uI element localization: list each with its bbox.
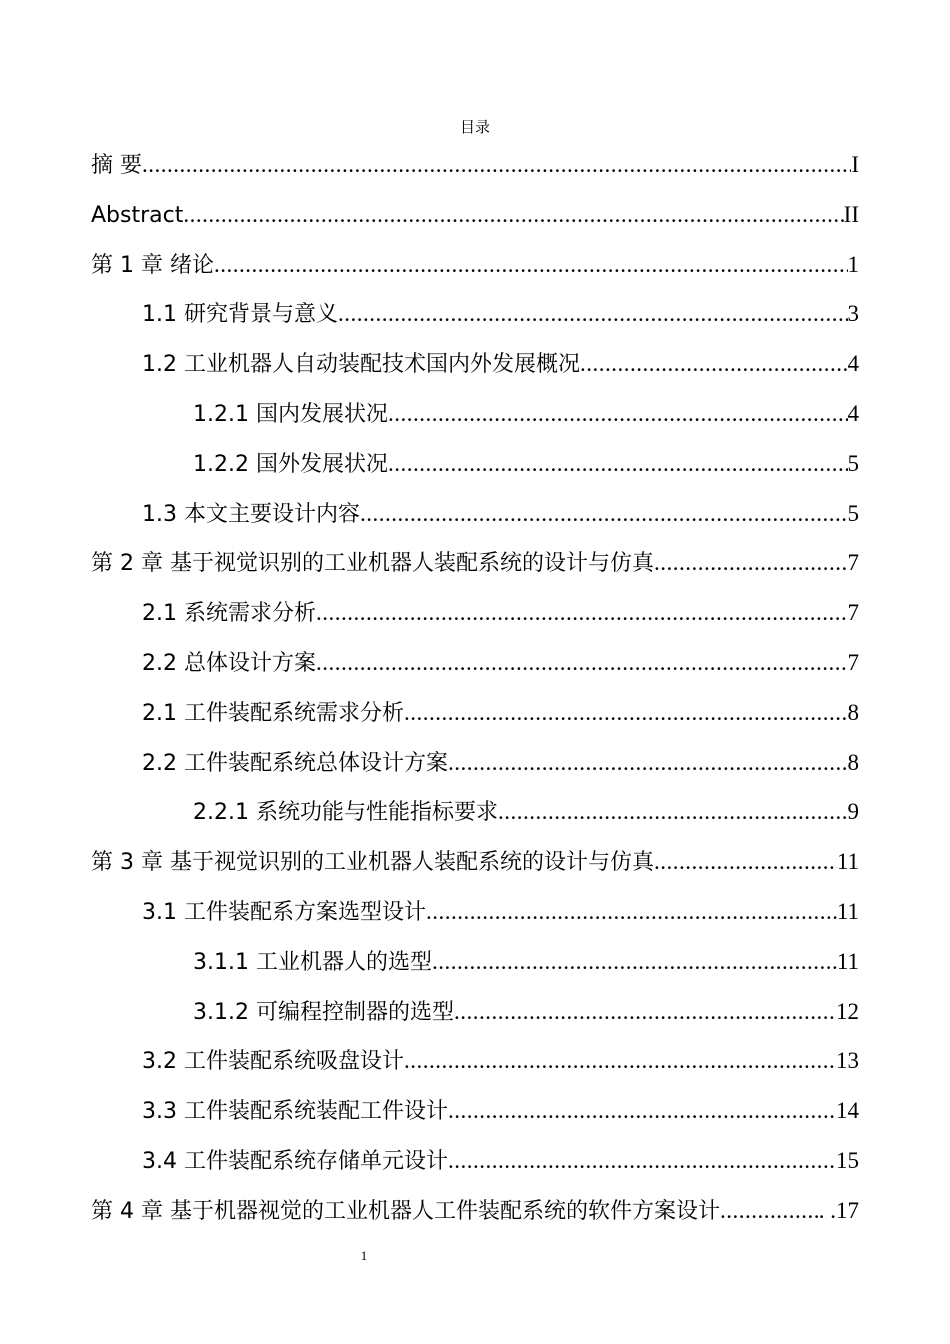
toc-entry — [91, 240, 859, 290]
toc-dot-leader — [654, 837, 837, 887]
toc-entry — [91, 1186, 859, 1236]
toc-dot-leader — [498, 787, 848, 837]
toc-entry — [91, 837, 859, 887]
toc-entry-title: 1.2.1 国内发展状况 — [193, 402, 388, 427]
toc-entry-page: II — [843, 201, 859, 227]
toc-entry-title: 2.2.1 系统功能与性能指标要求 — [193, 800, 498, 826]
toc-entry-page: 14 — [836, 1098, 859, 1124]
toc-entry-title: 1.1 研究背景与意义 — [142, 302, 338, 328]
toc-dot-leader — [360, 489, 848, 539]
toc-entry — [142, 339, 859, 389]
toc-entry-title: 3.1.1 工业机器人的选型 — [193, 949, 432, 975]
toc-entry-title: 第 3 章 基于视觉识别的工业机器人装配系统的设计与仿真 — [91, 850, 654, 876]
toc-entry — [142, 638, 859, 688]
toc-heading: 目录 — [459, 120, 490, 136]
toc-entry — [193, 389, 859, 439]
toc-dot-leader — [454, 987, 836, 1037]
toc-entry-title: 3.1 工件装配系方案选型设计 — [142, 900, 426, 925]
toc-entry — [142, 588, 859, 638]
toc-entry — [193, 787, 859, 837]
toc-entry-title: 第 1 章 绪论 — [91, 252, 214, 278]
toc-entry-title: 2.1 工件装配系统需求分析 — [142, 700, 404, 726]
toc-entry-title: 3.4 工件装配系统存储单元设计 — [142, 1149, 448, 1174]
toc-dot-leader — [142, 140, 851, 190]
toc-entry-title: 第 2 章 基于视觉识别的工业机器人装配系统的设计与仿真 — [91, 551, 654, 577]
toc-entry-title: 2.2 总体设计方案 — [142, 651, 316, 676]
toc-entry-title: 摘 要 — [91, 153, 142, 178]
toc-dot-leader — [316, 638, 848, 688]
toc-entry-title: 1.2 工业机器人自动装配技术国内外发展概况 — [142, 352, 580, 378]
toc-entry-title: 3.3 工件装配系统装配工件设计 — [142, 1099, 448, 1125]
toc-dot-leader — [720, 1186, 819, 1236]
toc-entry-page: . .17 — [818, 1197, 859, 1223]
toc-dot-leader — [448, 1086, 836, 1136]
toc-entry-page: 4 — [847, 351, 859, 377]
toc-dot-leader — [183, 190, 843, 240]
toc-entry — [142, 887, 859, 937]
toc-entry — [91, 190, 859, 240]
toc-entry-page: 8 — [847, 699, 859, 725]
toc-dot-leader — [404, 688, 848, 738]
toc-dot-leader — [388, 389, 848, 439]
toc-entry-page: 11 — [836, 899, 859, 924]
toc-entry — [142, 1136, 859, 1186]
toc-entry-page: I — [851, 152, 859, 177]
toc-entry-page: 15 — [836, 1148, 859, 1173]
toc-entry-page: 13 — [836, 1048, 859, 1074]
toc-dot-leader — [426, 887, 837, 937]
toc-entry-page: 9 — [847, 799, 859, 825]
toc-dot-leader — [448, 1136, 836, 1186]
toc-entry — [142, 1086, 859, 1136]
toc-entry — [91, 140, 859, 190]
toc-entry-page: 11 — [836, 849, 859, 875]
toc-entry — [142, 289, 859, 339]
toc-entry — [91, 538, 859, 588]
toc-dot-leader — [214, 240, 848, 290]
toc-entry-title: 1.2.2 国外发展状况 — [193, 451, 388, 477]
toc-entry — [193, 937, 859, 987]
toc-entry-page: 11 — [836, 948, 859, 974]
toc-entry — [193, 987, 859, 1037]
toc-dot-leader — [338, 289, 848, 339]
toc-entry-page: 3 — [847, 301, 859, 327]
page-number: 1 — [360, 1248, 368, 1263]
toc-entry — [142, 1036, 859, 1086]
toc-entry-title: Abstract — [91, 202, 184, 228]
toc-entry — [142, 489, 859, 539]
toc-dot-leader — [388, 439, 848, 489]
toc-entry-page: 5 — [847, 450, 859, 476]
toc-entry-title: 2.1 系统需求分析 — [142, 601, 316, 627]
toc-entry-page: 5 — [847, 500, 859, 526]
toc-entry-title: 3.2 工件装配系统吸盘设计 — [142, 1049, 404, 1075]
toc-entry — [142, 688, 859, 738]
toc-dot-leader — [404, 1036, 836, 1086]
toc-entry-page: 7 — [847, 600, 859, 626]
toc-dot-leader — [580, 339, 848, 389]
toc-entry-page: 1 — [847, 251, 859, 277]
toc-entry-page: 7 — [847, 650, 859, 675]
toc-dot-leader — [432, 937, 837, 987]
toc-entry-page: 8 — [847, 749, 859, 775]
toc-entry — [193, 439, 859, 489]
toc-entry-title: 2.2 工件装配系统总体设计方案 — [142, 750, 448, 776]
toc-entry-title: 第 4 章 基于机器视觉的工业机器人工件装配系统的软件方案设计 — [91, 1198, 720, 1224]
toc-entry-page: 7 — [847, 550, 859, 576]
toc-entry-page: 4 — [847, 401, 859, 426]
toc-dot-leader — [448, 738, 848, 788]
toc-entry-title: 1.3 本文主要设计内容 — [142, 501, 360, 527]
toc-entry-page: 12 — [836, 998, 859, 1024]
toc-entry-title: 3.1.2 可编程控制器的选型 — [193, 999, 454, 1025]
toc-entry — [142, 738, 859, 788]
toc-dot-leader — [316, 588, 848, 638]
toc-dot-leader — [654, 538, 848, 588]
